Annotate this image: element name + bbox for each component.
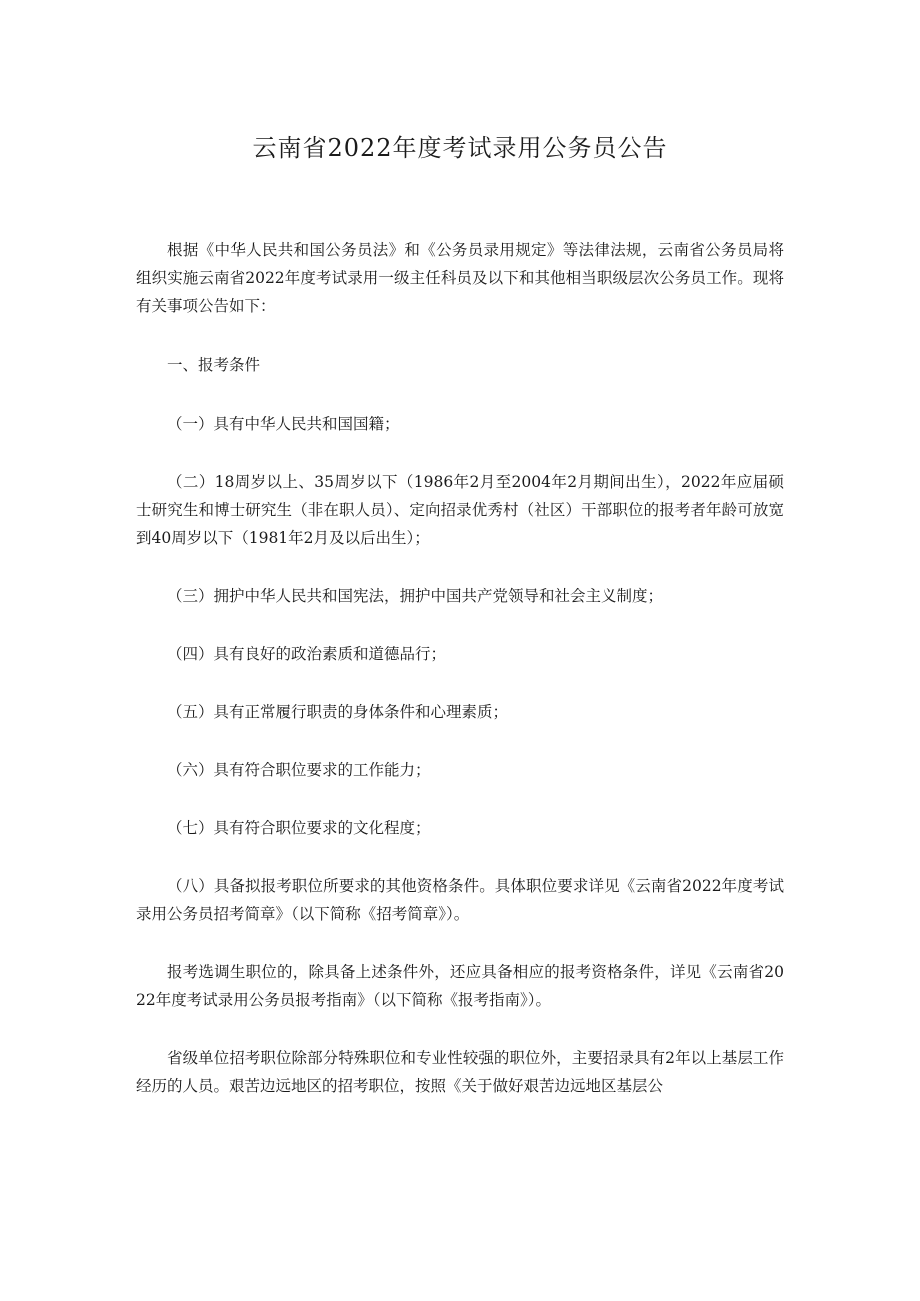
- condition-item-8: （八）具备拟报考职位所要求的其他资格条件。具体职位要求详见《云南省2022年度考试录用公务员招考简章》（以下简称《招考简章》）。: [136, 877, 784, 923]
- condition-item-4: （四）具有良好的政治素质和道德品行；: [167, 645, 447, 663]
- condition-item-2: （二）18周岁以上、35周岁以下（1986年2月至2004年2月期间出生），2022年应届硕士研究生和博士研究生（非在职人员）、定向招录优秀村（社区）干部职位的报考者年龄可放宽到40周岁以下（1981年2月及以后出生）；: [136, 473, 784, 547]
- document-body: [136, 236, 784, 1130]
- section-heading-eligibility: 一、报考条件: [167, 356, 261, 374]
- condition-item-6: （六）具有符合职位要求的工作能力；: [167, 761, 431, 779]
- condition-item-7: （七）具有符合职位要求的文化程度；: [167, 819, 431, 837]
- condition-item-3: （三）拥护中华人民共和国宪法，拥护中国共产党领导和社会主义制度；: [167, 587, 664, 605]
- page-title: 云南省2022年度考试录用公务员公告: [252, 134, 668, 162]
- provincial-note-paragraph: 省级单位招考职位除部分特殊职位和专业性较强的职位外，主要招录具有2年以上基层工作经历的人员。艰苦边远地区的招考职位，按照《关于做好艰苦边远地区基层公: [136, 1049, 784, 1095]
- condition-item-5: （五）具有正常履行职责的身体条件和心理素质；: [167, 703, 509, 721]
- selection-note-paragraph: 报考选调生职位的，除具备上述条件外，还应具备相应的报考资格条件，详见《云南省2022年度考试录用公务员报考指南》（以下简称《报考指南》）。: [136, 963, 784, 1009]
- condition-item-1: （一）具有中华人民共和国国籍；: [167, 415, 400, 433]
- intro-paragraph: 根据《中华人民共和国公务员法》和《公务员录用规定》等法律法规，云南省公务员局将组织实施云南省2022年度考试录用一级主任科员及以下和其他相当职级层次公务员工作。现将有关事项公告如下：: [136, 241, 784, 315]
